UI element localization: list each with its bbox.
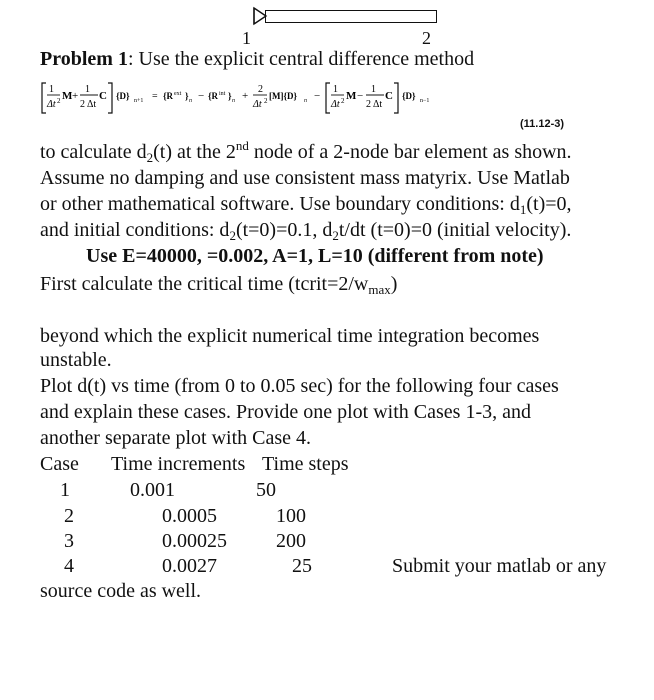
eq-minus2: − — [314, 90, 321, 102]
eq-D-n1: {D} — [116, 91, 130, 101]
eq-plus1: + — [72, 90, 79, 102]
table-cell-steps: 25 — [292, 555, 312, 577]
text-line: or other mathematical software. Use boundary conditions: $d_1(t)=0$, — [40, 193, 572, 217]
svg-text:2 Δt: 2 Δt — [366, 99, 383, 110]
text-line: beyond which the explicit numerical time integration becomes — [40, 325, 540, 347]
eq-Rint-sup: int — [219, 91, 226, 97]
table-cell-case: 2 — [64, 505, 74, 527]
text-line: Assume no damping and use consistent mass matyrix. Use Matlab — [40, 167, 570, 189]
table-cell-increment: 0.001 — [130, 479, 175, 501]
submit-note: Submit your matlab or any — [392, 555, 607, 577]
table-cell-increment: 0.0027 — [162, 555, 217, 577]
problem-title: Problem 1 — [40, 48, 128, 70]
bar-element-figure — [242, 6, 450, 48]
problem-heading-line — [40, 46, 474, 72]
table-cell-case: 4 — [64, 555, 74, 577]
svg-text:1: 1 — [371, 84, 376, 95]
text-line: and explain these cases. Provide one plot with Cases 1-3, and — [40, 401, 531, 423]
eq-equals: = — [152, 91, 158, 102]
svg-text:2: 2 — [264, 97, 268, 105]
table-cell-case: 3 — [64, 530, 74, 552]
eq-frac1-num: 1 — [49, 84, 54, 95]
table-header-case: Case — [40, 453, 79, 475]
eq-Rext: {R — [163, 91, 174, 101]
eq-frac3-num: 2 — [258, 84, 263, 95]
node-1-label: 1 — [242, 28, 251, 48]
bar-element — [265, 10, 437, 23]
text-line: First calculate the critical time $(tcrit=2/w_{max})$ — [40, 273, 398, 297]
table-header-steps: Time steps — [262, 453, 349, 475]
submit-note-end: source code as well. — [40, 580, 202, 602]
table-cell-steps: 100 — [276, 505, 306, 527]
eq-D-nm1-sub: n−1 — [420, 98, 430, 104]
eq-D-n1-sub: n+1 — [134, 98, 144, 104]
text-line: Plot d(t) vs time (from 0 to 0.05 sec) for the following four cases — [40, 375, 559, 397]
problem-intro: : Use the explicit central difference method — [127, 48, 475, 70]
text-line: unstable. — [40, 349, 112, 371]
central-difference-equation — [38, 80, 598, 116]
eq-M2: M — [346, 90, 357, 102]
table-cell-steps: 50 — [256, 479, 276, 501]
eq-Rext-sup: ext — [174, 91, 182, 97]
eq-minus3: − — [357, 90, 364, 102]
table-cell-increment: 0.0005 — [162, 505, 217, 527]
table-cell-increment: 0.00025 — [162, 530, 227, 552]
eq-Rint: {R — [208, 91, 219, 101]
svg-text:n: n — [304, 98, 307, 104]
eq-frac1-den: Δt — [47, 99, 56, 110]
eq-minus1: − — [198, 90, 205, 102]
svg-text:1: 1 — [333, 84, 338, 95]
table-cell-steps: 200 — [276, 530, 306, 552]
svg-text:2: 2 — [341, 97, 345, 105]
eq-frac2-den: 2 Δt — [80, 99, 97, 110]
parameters-line: Use E=40000, =0.002, A=1, L=10 (different from note) — [86, 245, 544, 267]
svg-text:n: n — [232, 98, 235, 104]
text-line: to calculate $d_2(t)$ at the 2nd node of a 2-node bar element as shown. — [40, 138, 572, 165]
eq-C1: C — [99, 90, 107, 102]
eq-frac2-num: 1 — [85, 84, 90, 95]
node-2-label: 2 — [422, 28, 431, 48]
equation-number: (11.12-3) — [520, 118, 565, 130]
eq-D-nm1: {D} — [402, 91, 416, 101]
svg-text:Δt: Δt — [253, 99, 262, 110]
svg-text:n: n — [189, 98, 192, 104]
svg-text:2: 2 — [57, 97, 61, 105]
eq-M1: M — [62, 90, 73, 102]
svg-text:Δt: Δt — [331, 99, 340, 110]
eq-plus2: + — [242, 90, 249, 102]
svg-text:}: } — [228, 91, 232, 101]
eq-C2: C — [385, 90, 393, 102]
eq-MD: [M]{D} — [269, 91, 298, 101]
svg-text:}: } — [185, 91, 189, 101]
text-line: another separate plot with Case 4. — [40, 427, 312, 449]
text-line: and initial conditions: $d_2(t=0)=0.1$, $d_2t/dt$ (t=0)=0 (initial velocity). — [40, 219, 572, 243]
table-header-increment: Time increments — [111, 453, 246, 475]
table-cell-case: 1 — [60, 479, 70, 501]
